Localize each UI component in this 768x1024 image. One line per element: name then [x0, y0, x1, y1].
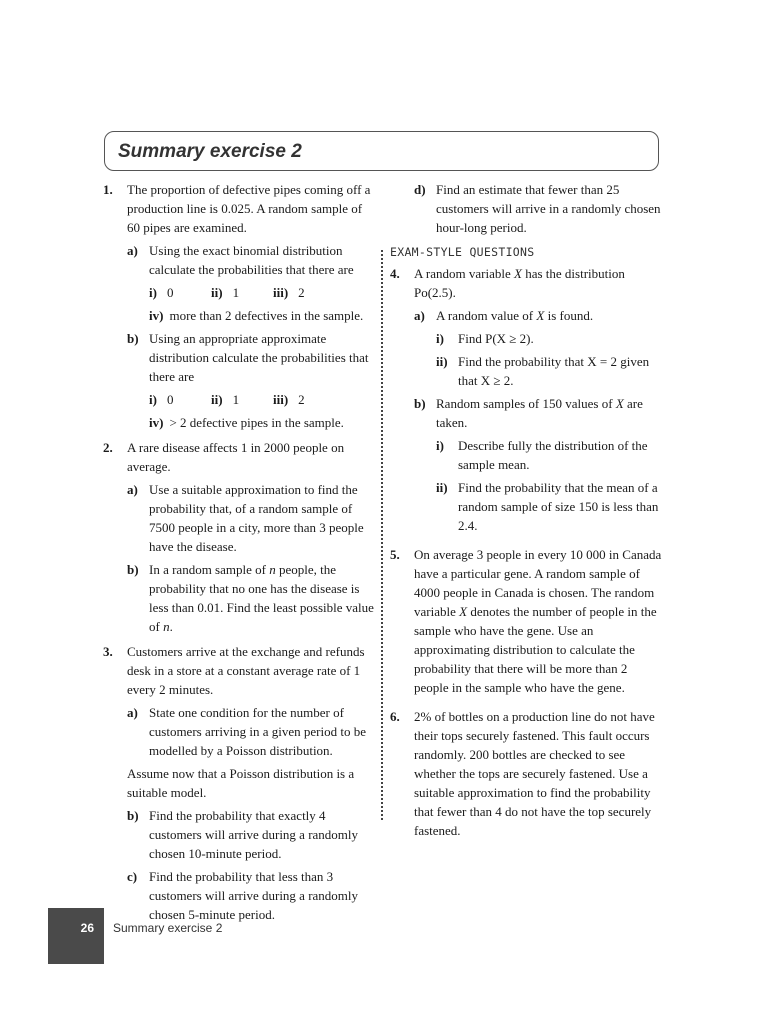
option-label: ii)	[211, 285, 223, 300]
part-text: Find an estimate that fewer than 25 customers will arrive in a randomly chosen hour-long period.	[436, 182, 661, 235]
question-4	[390, 264, 665, 535]
subpart-ii	[436, 352, 665, 390]
question-number: 4.	[390, 266, 400, 281]
question-stem: Customers arrive at the exchange and refunds desk in a store at a constant average rate of 1 every 2 minutes.	[127, 644, 365, 697]
subpart-text: Find the probability that X = 2 given that X ≥ 2.	[458, 354, 650, 388]
part-text: In a random sample of n people, the probability that no one has the disease is less than 0.01. Find the least possible value of n.	[149, 562, 374, 634]
part-label: a)	[127, 482, 138, 497]
part-a	[127, 703, 378, 760]
options-row	[149, 390, 378, 409]
title-box	[104, 131, 659, 171]
part-label: b)	[414, 396, 426, 411]
part-a	[127, 480, 378, 556]
option-label: i)	[149, 392, 157, 407]
part-text: Using the exact binomial distribution calculate the probabilities that there are	[149, 243, 354, 277]
option-iv	[149, 306, 378, 325]
options-row	[149, 283, 378, 302]
option-value: 2	[298, 392, 305, 407]
subpart-text: Describe fully the distribution of the sample mean.	[458, 438, 648, 472]
option-label: ii)	[211, 392, 223, 407]
option-value: 0	[166, 285, 174, 300]
option-value: 1	[232, 392, 240, 407]
part-text: Random samples of 150 values of X are taken.	[436, 396, 643, 430]
question-text: On average 3 people in every 10 000 in Canada have a particular gene. A random sample of 4000 people in Canada is chosen. The random variable X denotes the number of people in the sample who have the gene. Use an approximating distribution to calculate the probability that there will be more than 2 people in the sample who have the gene.	[414, 547, 662, 695]
option-value: 1	[232, 285, 240, 300]
subpart-ii	[436, 478, 665, 535]
option-label: iii)	[273, 392, 289, 407]
question-number: 6.	[390, 709, 400, 724]
part-label: b)	[127, 808, 139, 823]
question-5	[390, 545, 665, 697]
page-number: 26	[80, 921, 94, 935]
question-stem: A rare disease affects 1 in 2000 people on average.	[127, 440, 345, 474]
subpart-text: Find P(X ≥ 2).	[458, 331, 534, 346]
part-label: b)	[127, 331, 139, 346]
exam-style-heading: EXAM-STYLE QUESTIONS	[390, 245, 535, 259]
option-text: > 2 defective pipes in the sample.	[169, 415, 344, 430]
part-b	[127, 560, 378, 636]
right-column	[390, 180, 665, 840]
option-label: iii)	[273, 285, 289, 300]
part-label: d)	[414, 182, 426, 197]
page-title: Summary exercise 2	[118, 141, 302, 162]
option-value: 0	[166, 392, 174, 407]
part-text: A random value of X is found.	[436, 308, 594, 323]
subpart-label: i)	[436, 438, 444, 453]
part-b	[414, 394, 665, 535]
footer-label: Summary exercise 2	[113, 921, 223, 935]
question-text: 2% of bottles on a production line do not have their tops securely fastened. This fault occurs randomly. 200 bottles are checked to see whether the tops are securely fastened. Use a suitable approximation to find the probability that fewer than 4 do not have the top securely fastened.	[414, 709, 655, 838]
part-label: b)	[127, 562, 139, 577]
part-label: a)	[414, 308, 425, 323]
page-number-block	[48, 908, 104, 964]
part-text: Find the probability that less than 3 customers will arrive during a randomly chosen 5-minute period.	[149, 869, 359, 922]
question-6	[390, 707, 665, 840]
part-a	[414, 306, 665, 390]
subpart-i	[436, 329, 665, 348]
option-text: more than 2 defectives in the sample.	[169, 308, 364, 323]
part-text: Using an appropriate approximate distribution calculate the probabilities that there are	[149, 331, 369, 384]
part-b	[127, 329, 378, 432]
question-number: 5.	[390, 547, 400, 562]
subpart-text: Find the probability that the mean of a random sample of size 150 is less than 2.4.	[458, 480, 659, 533]
option-label: iv)	[149, 308, 164, 323]
part-label: a)	[127, 243, 138, 258]
question-3	[103, 642, 378, 924]
part-b	[127, 806, 378, 863]
assumption-text: Assume now that a Poisson distribution is a suitable model.	[127, 766, 355, 800]
question-2	[103, 438, 378, 636]
part-a	[127, 241, 378, 325]
question-number: 3.	[103, 644, 113, 659]
option-label: iv)	[149, 415, 164, 430]
question-3-part-d	[414, 180, 665, 237]
column-divider	[381, 250, 383, 820]
subpart-label: ii)	[436, 480, 448, 495]
question-number: 2.	[103, 440, 113, 455]
question-stem: A random variable X has the distribution Po(2.5).	[414, 266, 625, 300]
question-number: 1.	[103, 182, 113, 197]
left-column	[103, 180, 378, 924]
question-1	[103, 180, 378, 432]
subpart-label: ii)	[436, 354, 448, 369]
subpart-label: i)	[436, 331, 444, 346]
part-label: a)	[127, 705, 138, 720]
part-text: Find the probability that exactly 4 customers will arrive during a randomly chosen 10-minute period.	[149, 808, 359, 861]
part-text: Use a suitable approximation to find the probability that, of a random sample of 7500 people in a city, more than 3 people have the disease.	[149, 482, 364, 554]
option-label: i)	[149, 285, 157, 300]
part-label: c)	[127, 869, 138, 884]
subpart-i	[436, 436, 665, 474]
question-stem: The proportion of defective pipes coming off a production line is 0.025. A random sample of 60 pipes are examined.	[127, 182, 371, 235]
option-iv	[149, 413, 378, 432]
part-c	[127, 867, 378, 924]
option-value: 2	[298, 285, 305, 300]
part-text: State one condition for the number of customers arriving in a given period to be modelled by a Poisson distribution.	[149, 705, 366, 758]
